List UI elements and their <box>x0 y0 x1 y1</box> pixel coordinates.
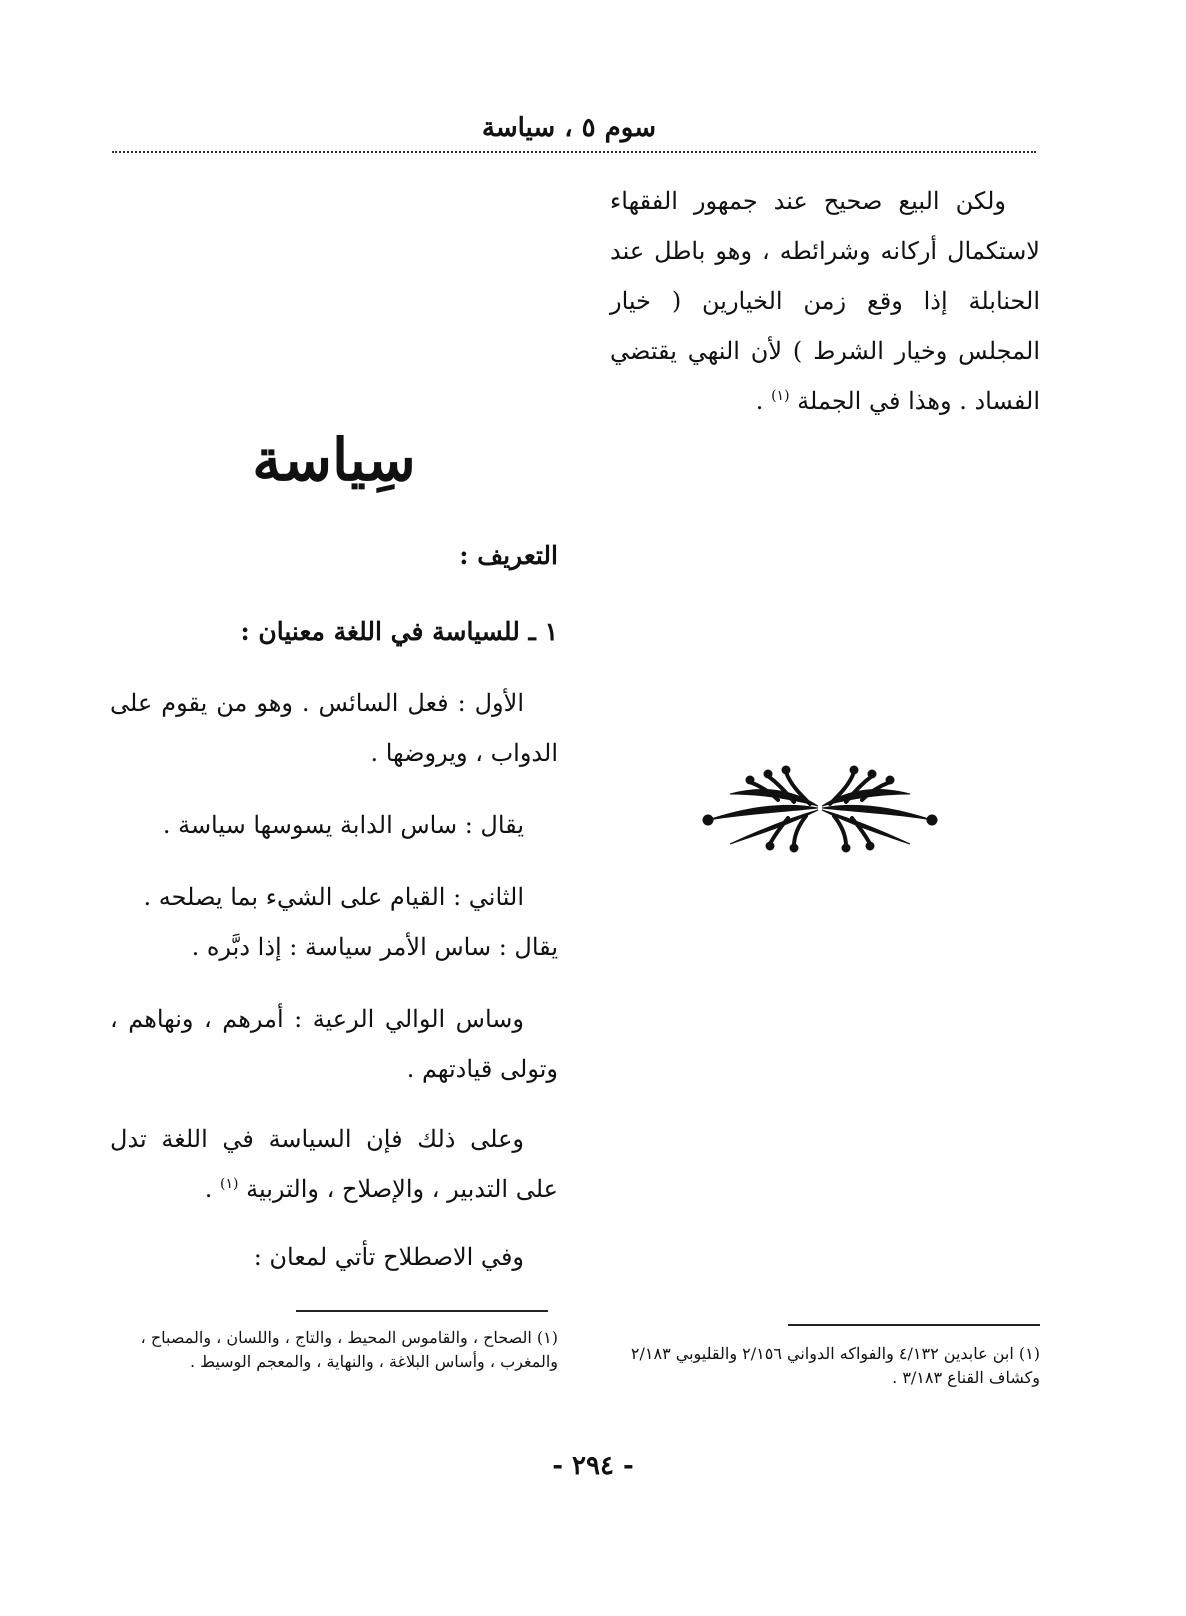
conclusion-end: . <box>204 1175 213 1203</box>
conclusion-paragraph <box>110 1114 558 1214</box>
lang-heading: ١ ـ للسياسة في اللغة معنيان : <box>240 617 558 646</box>
definition-heading: التعريف : <box>459 541 558 570</box>
right-paragraph-text: ولكن البيع صحيح عند جمهور الفقهاء لاستكمال أركانه وشرائطه ، وهو باطل عند الحنابلة إذا وقع زمن الخيارين ( خيار المجلس وخيار الشرط ) لأن النهي يقتضي الفساد . وهذا في الجملة <box>610 187 1040 415</box>
conclusion-text: وعلى ذلك فإن السياسة في اللغة تدل على التدبير ، والإصلاح ، والتربية <box>110 1125 558 1203</box>
floral-ornament-icon <box>690 758 950 854</box>
meaning-two-paragraph: الثاني : القيام على الشيء بما يصلحه . <box>143 883 524 911</box>
left-footnote-block <box>110 1326 558 1374</box>
definition-heading-block <box>110 536 558 576</box>
page-number: - ٢٩٤ - <box>552 1451 634 1481</box>
header-dotted-rule <box>112 151 1036 153</box>
ruler-block <box>110 994 558 1094</box>
conclusion-block <box>110 1114 558 1214</box>
right-paragraph-end: . <box>755 387 764 415</box>
footnote-marker: (١) <box>220 1176 239 1192</box>
meaning-one-paragraph: الأول : فعل السائس . وهو من يقوم على الدواب ، ويروضها . <box>110 689 558 767</box>
right-footnote-rule <box>788 1324 1040 1326</box>
right-paragraph <box>610 176 1040 426</box>
example-one-paragraph: يقال : ساس الدابة يسوسها سياسة . <box>162 811 524 839</box>
example-two-paragraph: يقال : ساس الأمر سياسة : إذا دبَّره . <box>191 933 558 961</box>
running-header: سوم ٥ ، سياسة <box>481 113 656 143</box>
right-footnote: (١) ابن عابدين ٤/١٣٢ والفواكه الدواني ٢/١٥٦ والقليوبي ٢/١٨٣ وكشاف القناع ٣/١٨٣ . <box>630 1344 1040 1387</box>
left-footnote: (١) الصحاح ، والقاموس المحيط ، والتاج ، واللسان ، والمصباح ، والمغرب ، وأساس البلاغة ، والنهاية ، والمعجم الوسيط . <box>140 1328 558 1371</box>
right-column-text <box>610 176 1040 426</box>
ruler-paragraph: وساس الوالي الرعية : أمرهم ، ونهاهم ، وتولى قيادتهم . <box>110 1005 558 1083</box>
example-one-block <box>110 800 558 850</box>
terminology-block <box>110 1232 558 1282</box>
entry-title: سِياسة <box>252 426 416 494</box>
left-footnote-rule <box>296 1310 548 1312</box>
lang-heading-block <box>110 612 558 652</box>
right-footnote-block <box>610 1342 1040 1390</box>
footnote-marker: (١) <box>771 388 790 404</box>
terminology-paragraph: وفي الاصطلاح تأتي لمعان : <box>253 1243 524 1271</box>
meaning-one-block <box>110 678 558 778</box>
meaning-two-block <box>110 872 558 972</box>
